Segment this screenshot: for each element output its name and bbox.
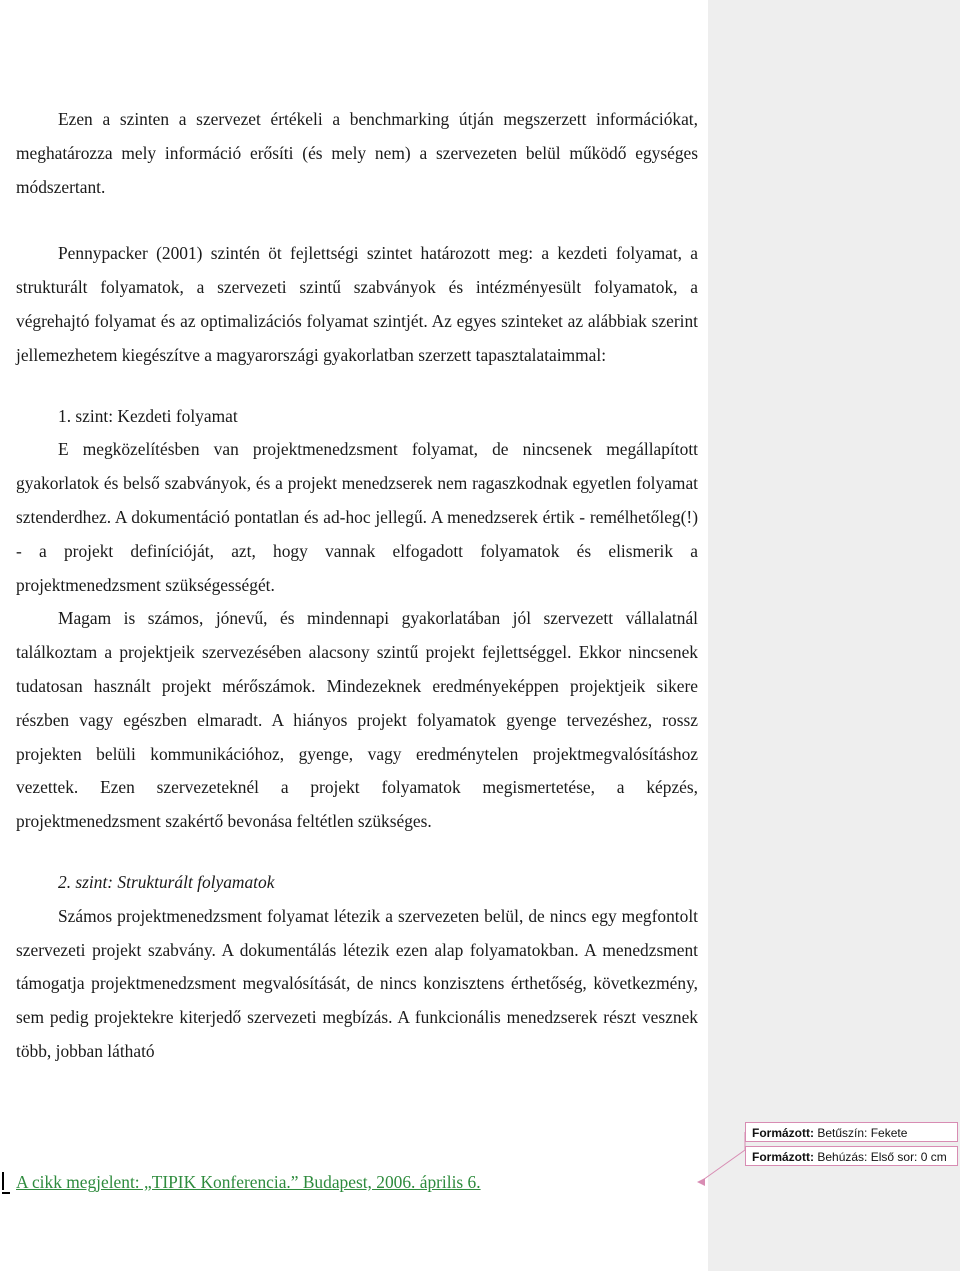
document-body[interactable] xyxy=(16,103,698,1069)
footer-citation[interactable]: A cikk megjelent: „TIPIK Konferencia.” Budapest, 2006. április 6. xyxy=(16,1172,481,1192)
comment-text: Betűszín: Fekete xyxy=(817,1126,908,1140)
heading-level-2: 2. szint: Strukturált folyamatok xyxy=(58,871,275,892)
paragraph-benchmarking: Ezen a szinten a szervezet értékeli a benchmarking útján megszerzett információkat, meghatározza mely információ erősíti (és mely nem) a szervezeten belül működő egységes módszertant. xyxy=(16,109,698,197)
text-cursor xyxy=(2,1172,4,1190)
paragraph-own-experience: Magam is számos, jónevű, és mindennapi gyakorlatában jól szervezett vállalatnál találkoztam a projektjeik szervezésében alacsony szintű projekt fejlettséggel. Ekkor nincsenek tudatosan használt projekt mérőszámok. Mindezeknek eredményeképpen projektjeik sikere részben vagy egészben elmaradt. A hiányos projekt folyamatok gyenge tervezéshez, rossz projekten belüli kommunikációhoz, gyenge, vagy eredménytelen projektmegvalósításhoz vezettek. Ezen szervezeteknél a projekt folyamatok megismertetése, a képzés, projektmenedzsment szakértő bevonása feltétlen szükséges. xyxy=(16,608,698,832)
comment-balloon-indent[interactable] xyxy=(745,1146,958,1166)
paragraph-level-2-description: Számos projektmenedzsment folyamat létezik a szervezeten belül, de nincs egy megfontolt szervezeti projekt szabvány. A dokumentálás létezik ezen alap folyamatokban. A menedzsment támogatja projektmenedzsment megvalósítását, de nincs konzisztens érthetőség, következmény, sem pedig projektekre kiterjedő szervezeti megbízás. A funkcionális menedzserek részt vesznek több, jobban látható xyxy=(16,905,698,1061)
paragraph-pennypacker: Pennypacker (2001) szintén öt fejlettségi szintet határozott meg: a kezdeti folyamat, a strukturált folyamatok, a szervezeti szintű szabványok és intézményesült folyamatok, a végrehajtó folyamat és az optimalizációs folyamat szintjét. Az egyes szinteket az alábbiak szerint jellemezhetem kiegészítve a magyarországi gyakorlatban szerzett tapasztalataimmal: xyxy=(16,243,698,365)
comment-margin-pane xyxy=(708,0,960,1271)
heading-level-1: 1. szint: Kezdeti folyamat xyxy=(58,405,238,426)
cursor-anchor-mark xyxy=(2,1192,10,1194)
comment-balloon-font-color[interactable] xyxy=(745,1122,958,1142)
comment-label: Formázott: xyxy=(752,1150,814,1164)
comment-label: Formázott: xyxy=(752,1126,814,1140)
paragraph-level-1-description: E megközelítésben van projektmenedzsment folyamat, de nincsenek megállapított gyakorlatok és belső szabványok, és a projekt menedzserek nem ragaszkodnak egyetlen folyamat sztenderdhez. A dokumentáció pontatlan és ad-hoc jellegű. A menedzserek értik - remélhetőleg(!) - a projekt definícióját, azt, hogy vannak elfogadott folyamatok és elismerik a projektmenedzsment szükségességét. xyxy=(16,439,698,595)
comment-text: Behúzás: Első sor: 0 cm xyxy=(817,1150,947,1164)
